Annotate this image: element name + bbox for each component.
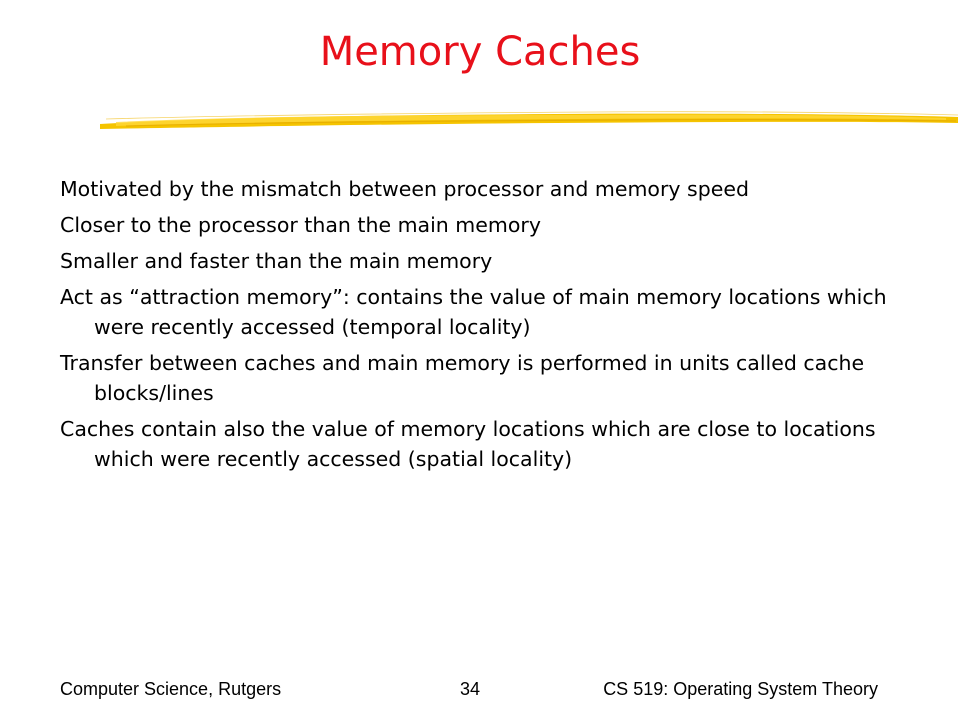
footer-course: CS 519: Operating System Theory bbox=[603, 679, 878, 699]
footer-institution: Computer Science, Rutgers bbox=[60, 679, 282, 699]
slide-title: Memory Caches bbox=[319, 29, 641, 75]
bullet-item: Transfer between caches and main memory is performed in units called cache blocks/lines bbox=[60, 351, 865, 405]
bullet-item: Caches contain also the value of memory locations which are close to locations which were recently accessed (spatial locality) bbox=[60, 417, 876, 471]
footer-page-number: 34 bbox=[459, 679, 481, 699]
bullet-item: Motivated by the mismatch between processor and memory speed bbox=[60, 177, 749, 201]
bullet-item: Smaller and faster than the main memory bbox=[60, 249, 493, 273]
bullet-item: Act as “attraction memory”: contains the value of main memory locations which were recently accessed (temporal locality) bbox=[60, 285, 887, 339]
bullet-item: Closer to the processor than the main memory bbox=[60, 213, 541, 237]
bullet-list bbox=[60, 174, 920, 480]
title-underline-highlight bbox=[96, 100, 960, 140]
